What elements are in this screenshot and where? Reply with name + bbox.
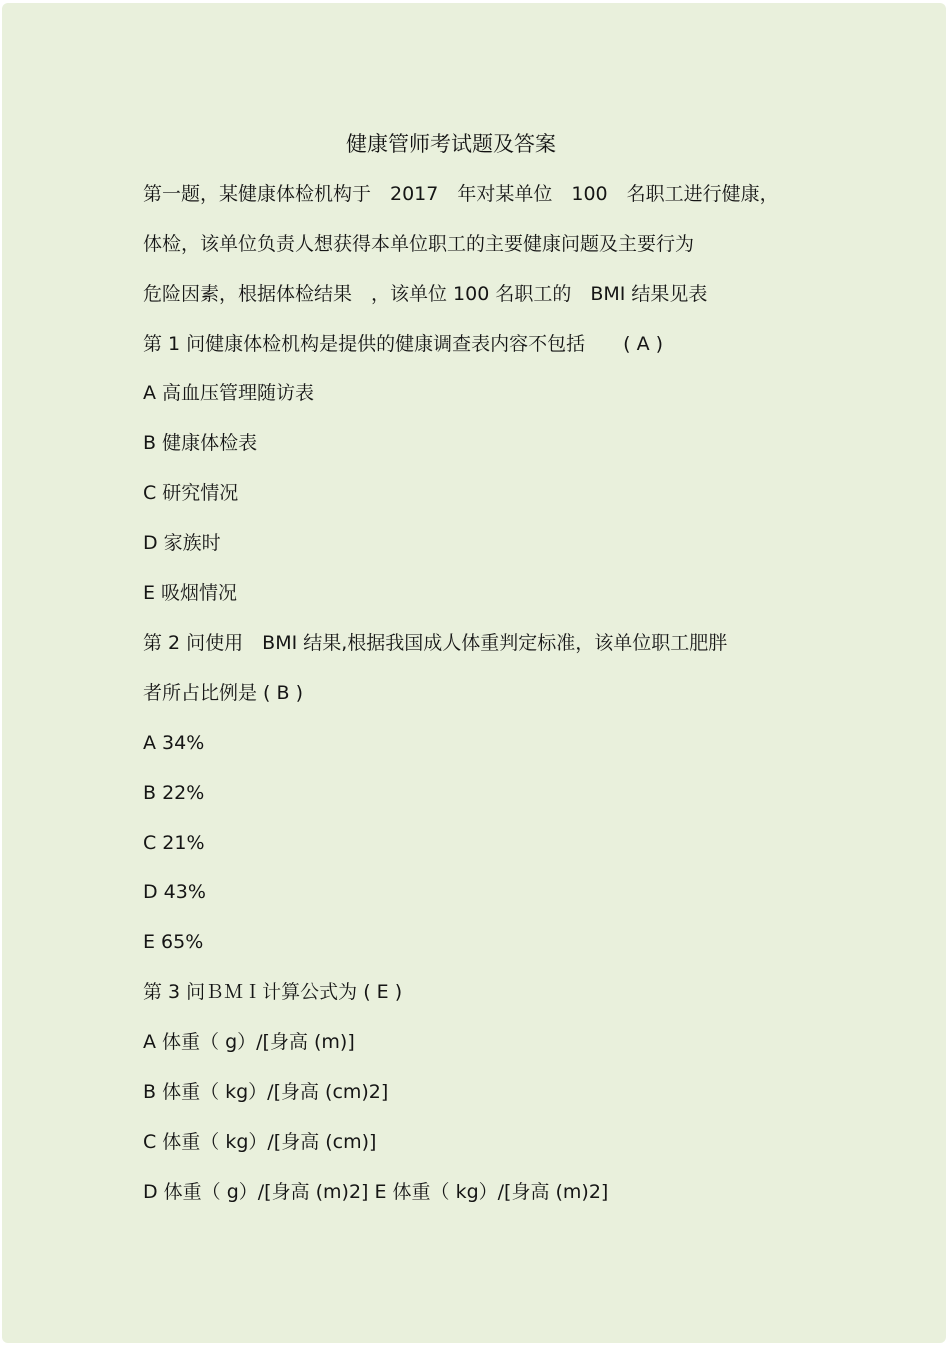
option-e: E 吸烟情况	[143, 582, 238, 604]
option-b: B 健康体检表	[143, 432, 258, 454]
option-c: C 体重（ kg）/[身高 (cm)]	[143, 1131, 377, 1153]
text-line: 危险因素，根据体检结果 ，该单位 100 名职工的 BMI 结果见表	[143, 283, 708, 305]
option-b: B 22%	[143, 782, 205, 804]
text-line: 第一题，某健康体检机构于 2017 年对某单位 100 名职工进行健康，	[143, 183, 779, 205]
option-c: C 21%	[143, 832, 205, 854]
question-1: 第 1 问健康体检机构是提供的健康调查表内容不包括 ( A )	[143, 333, 664, 355]
question-3: 第 3 问ＢＭＩ计算公式为 ( E )	[143, 981, 403, 1003]
option-e: E 65%	[143, 931, 204, 953]
document-title: 健康管师考试题及答案	[346, 132, 556, 156]
option-d: D 43%	[143, 881, 206, 903]
option-d-e: D 体重（ g）/[身高 (m)2] E 体重（ kg）/[身高 (m)2]	[143, 1181, 609, 1203]
option-a: A 体重（ g）/[身高 (m)]	[143, 1031, 355, 1053]
option-d: D 家族时	[143, 532, 221, 554]
option-c: C 研究情况	[143, 482, 239, 504]
option-b: B 体重（ kg）/[身高 (cm)2]	[143, 1081, 389, 1103]
question-2: 第 2 问使用 BMI 结果,根据我国成人体重判定标准，该单位职工肥胖	[143, 632, 728, 654]
option-a: A 34%	[143, 732, 205, 754]
option-a: A 高血压管理随访表	[143, 382, 315, 404]
text-line: 体检，该单位负责人想获得本单位职工的主要健康问题及主要行为	[143, 233, 695, 255]
text-line: 者所占比例是 ( B )	[143, 682, 303, 704]
